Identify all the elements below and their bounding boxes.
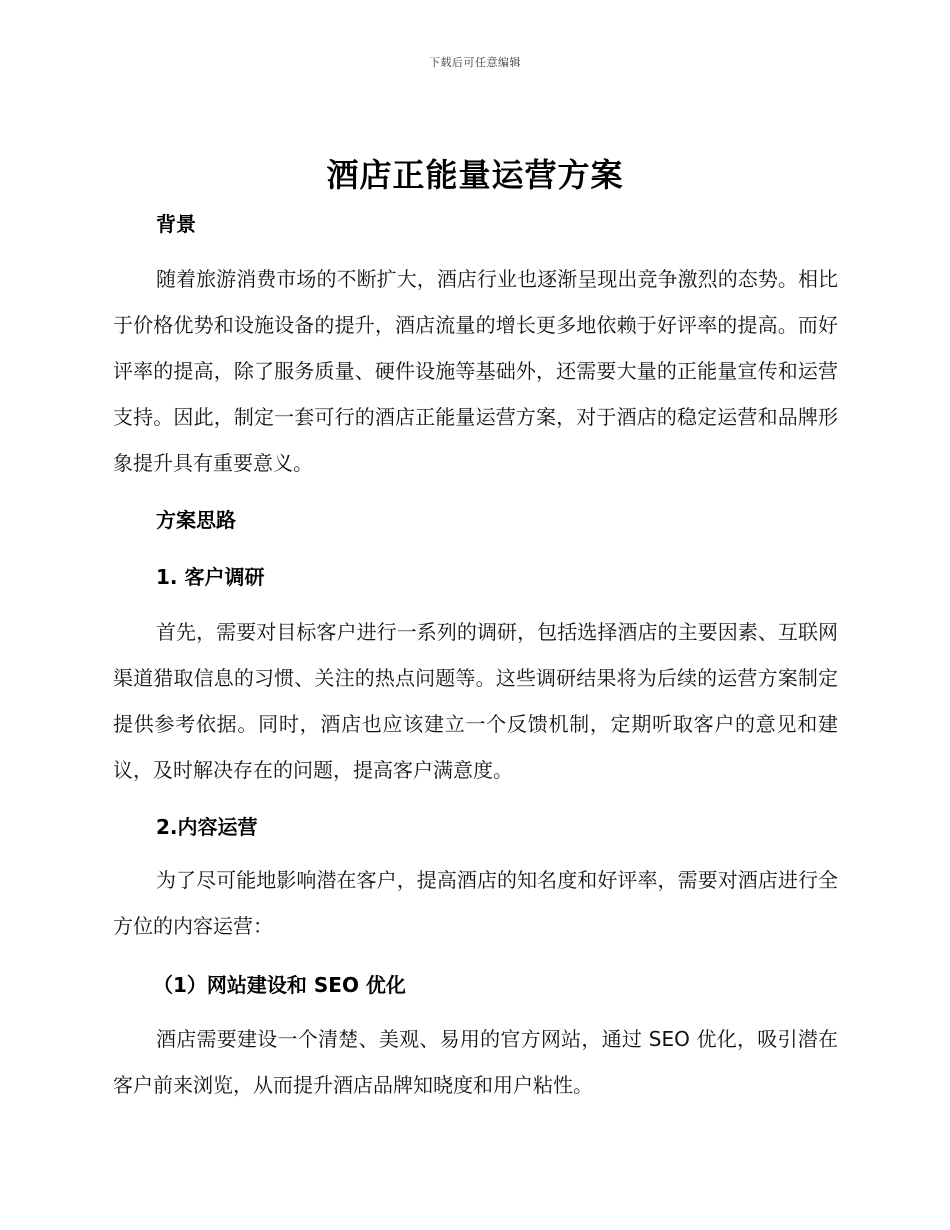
page-header-note: 下载后可任意编辑 <box>429 56 521 69</box>
section-heading-background: 背景 <box>156 212 196 236</box>
section-heading-seo: （1）网站建设和 SEO 优化 <box>153 973 406 997</box>
paragraph-content: 为了尽可能地影响潜在客户，提高酒店的知名度和好评率，需要对酒店进行全方位的内容运营： <box>113 868 838 938</box>
paragraph-research: 首先，需要对目标客户进行一系列的调研，包括选择酒店的主要因素、互联网渠道猎取信息的习惯、关注的热点问题等。这些调研结果将为后续的运营方案制定提供参考依据。同时，酒店也应该建立一个反馈机制，定期听取客户的意见和建议，及时解决存在的问题，提高客户满意度。 <box>113 620 838 782</box>
document-title: 酒店正能量运营方案 <box>326 156 624 194</box>
section-heading-plan: 方案思路 <box>156 508 236 532</box>
section-heading-content: 2.内容运营 <box>156 815 258 839</box>
paragraph-background: 随着旅游消费市场的不断扩大，酒店行业也逐渐呈现出竞争激烈的态势。相比于价格优势和设施设备的提升，酒店流量的增长更多地依赖于好评率的提高。而好评率的提高，除了服务质量、硬件设施等基础外，还需要大量的正能量宣传和运营支持。因此，制定一套可行的酒店正能量运营方案，对于酒店的稳定运营和品牌形象提升具有重要意义。 <box>113 267 838 475</box>
section-heading-research: 1. 客户调研 <box>156 565 265 589</box>
paragraph-seo: 酒店需要建设一个清楚、美观、易用的官方网站，通过 SEO 优化，吸引潜在客户前来浏览，从而提升酒店品牌知晓度和用户粘性。 <box>113 1027 838 1097</box>
